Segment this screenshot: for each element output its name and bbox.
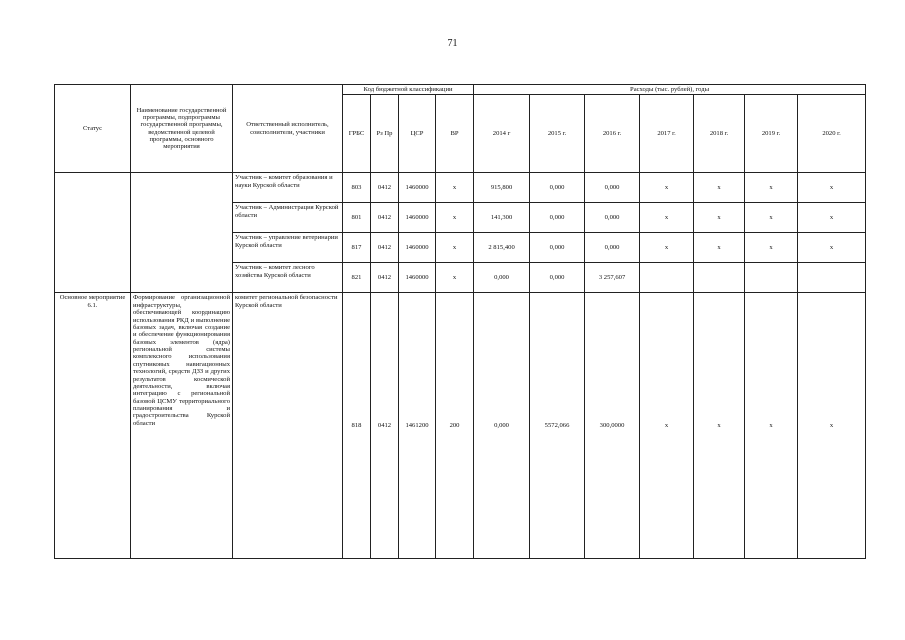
value-2020: х: [798, 233, 866, 263]
value-2019: х: [745, 293, 798, 559]
table-row: [55, 293, 866, 559]
table-row: [55, 173, 866, 203]
header-csr: ЦСР: [399, 95, 436, 173]
value-2016: 0,000: [585, 203, 640, 233]
value-2017: х: [640, 203, 694, 233]
csr-cell: 1460000: [399, 233, 436, 263]
value-2014: 915,800: [474, 173, 530, 203]
header-year-2020: 2020 г.: [798, 95, 866, 173]
page-number: 71: [447, 38, 458, 49]
value-2018: [694, 263, 745, 293]
value-2015: 0,000: [530, 173, 585, 203]
value-2015: 0,000: [530, 263, 585, 293]
header-year-2015: 2015 г.: [530, 95, 585, 173]
grbs-cell: 821: [343, 263, 371, 293]
vr-cell: 200: [436, 293, 474, 559]
value-2017: х: [640, 233, 694, 263]
value-2020: х: [798, 293, 866, 559]
rzpr-cell: 0412: [371, 263, 399, 293]
header-executor: Ответственный исполнитель, соисполнители, участники: [233, 85, 343, 173]
vr-cell: х: [436, 173, 474, 203]
value-2018: х: [694, 233, 745, 263]
status-cell: Основное мероприятие 6.1.: [55, 293, 131, 559]
budget-table: [54, 84, 866, 559]
grbs-cell: 818: [343, 293, 371, 559]
csr-cell: 1460000: [399, 173, 436, 203]
vr-cell: х: [436, 233, 474, 263]
value-2017: х: [640, 293, 694, 559]
value-2014: 0,000: [474, 293, 530, 559]
header-status: Статус: [55, 85, 131, 173]
executor-cell: Участник – комитет лесного хозяйства Курской области: [233, 263, 343, 293]
header-year-2016: 2016 г.: [585, 95, 640, 173]
csr-cell: 1460000: [399, 263, 436, 293]
header-expenses: Расходы (тыс. рублей), годы: [474, 85, 866, 95]
header-year-2018: 2018 г.: [694, 95, 745, 173]
grbs-cell: 817: [343, 233, 371, 263]
value-2016: 0,000: [585, 233, 640, 263]
header-name: Наименование государственной программы, подпрограммы государственной программы, ведомственной целевой программы, основного мероприятия: [131, 85, 233, 173]
rzpr-cell: 0412: [371, 203, 399, 233]
header-grbs: ГРБС: [343, 95, 371, 173]
header-year-2019: 2019 г.: [745, 95, 798, 173]
value-2017: [640, 263, 694, 293]
executor-cell: Участник – управление ветеринарии Курской области: [233, 233, 343, 263]
value-2020: х: [798, 173, 866, 203]
header-year-2014: 2014 г: [474, 95, 530, 173]
status-cell-empty: [55, 173, 131, 293]
value-2014: 0,000: [474, 263, 530, 293]
name-cell-empty: [131, 173, 233, 293]
executor-cell: Участник – комитет образования и науки Курской области: [233, 173, 343, 203]
value-2019: х: [745, 233, 798, 263]
rzpr-cell: 0412: [371, 293, 399, 559]
executor-cell: комитет региональной безопасности Курской области: [233, 293, 343, 559]
value-2016: 300,0000: [585, 293, 640, 559]
value-2014: 141,300: [474, 203, 530, 233]
value-2018: х: [694, 293, 745, 559]
grbs-cell: 801: [343, 203, 371, 233]
value-2020: х: [798, 203, 866, 233]
vr-cell: х: [436, 263, 474, 293]
csr-cell: 1461200: [399, 293, 436, 559]
activity-name-cell: Формирование организационной инфраструктуры, обеспечивающей координацию использования РКД и выполнение базовых задач, включая создание и обеспечение функционирования базовых элементов (ядра) региональной системы комплексного использования спутниковых навигационных технологий, средств ДЗЗ и других результатов космической деятельности, включая интеграцию с региональной базовой ЦСМУ территориального планирования и градостроительства Курской области: [131, 293, 233, 559]
header-year-2017: 2017 г.: [640, 95, 694, 173]
value-2017: х: [640, 173, 694, 203]
value-2018: х: [694, 173, 745, 203]
value-2015: 0,000: [530, 233, 585, 263]
rzpr-cell: 0412: [371, 233, 399, 263]
value-2014: 2 815,400: [474, 233, 530, 263]
csr-cell: 1460000: [399, 203, 436, 233]
value-2018: х: [694, 203, 745, 233]
rzpr-cell: 0412: [371, 173, 399, 203]
value-2015: 5572,066: [530, 293, 585, 559]
executor-cell: Участник – Администрация Курской области: [233, 203, 343, 233]
value-2015: 0,000: [530, 203, 585, 233]
grbs-cell: 803: [343, 173, 371, 203]
vr-cell: х: [436, 203, 474, 233]
header-rzpr: Рз Пр: [371, 95, 399, 173]
value-2019: х: [745, 173, 798, 203]
value-2019: х: [745, 203, 798, 233]
header-budget-code: Код бюджетной классификации: [343, 85, 474, 95]
value-2020: [798, 263, 866, 293]
value-2016: 3 257,607: [585, 263, 640, 293]
value-2016: 0,000: [585, 173, 640, 203]
value-2019: [745, 263, 798, 293]
header-vr: ВР: [436, 95, 474, 173]
